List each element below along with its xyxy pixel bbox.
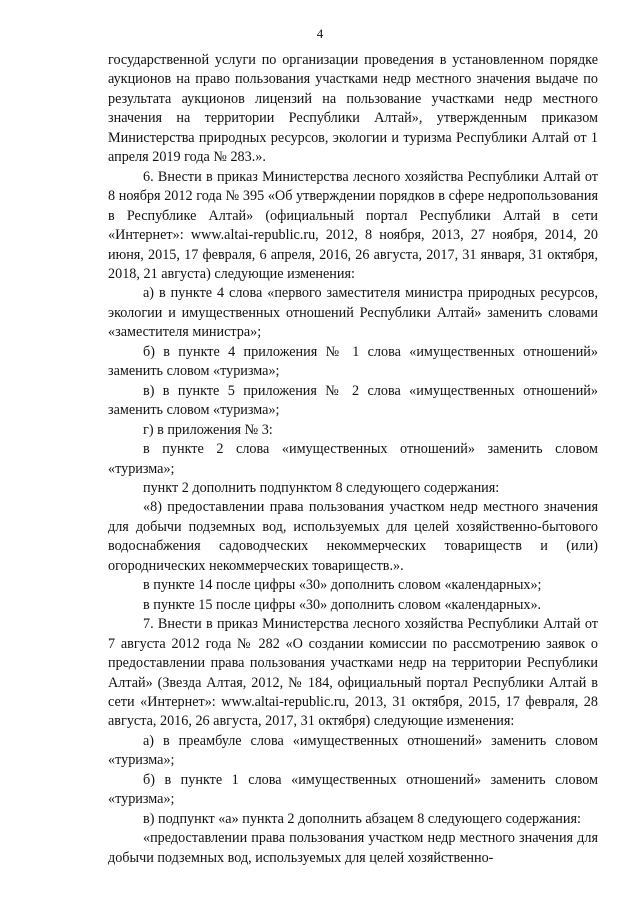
- paragraph-item-6g: г) в приложения № 3:: [143, 421, 273, 438]
- page-number: 4: [316, 26, 324, 41]
- paragraph-item-7a: а) в преамбуле слова «имущественных отношений» заменить словом «туризма»;: [108, 732, 598, 769]
- paragraph-item-7: 7. Внести в приказ Министерства лесного хозяйства Республики Алтай от 7 августа 2012 года № 282 «О создании комиссии по рассмотрению заявок о предоставлении права пользования участками недр на территории Республики Алтай» (Звезда Алтая, 2012, № 184, официальный портал Республики Алтай в сети «Интернет»: www.altai-republic.ru, 2013, 31 октября, 2015, 17 февраля, 28 августа, 2016, 26 августа, 2017, 31 октября) следующие изменения:: [108, 616, 598, 730]
- paragraph-item-6a: а) в пункте 4 слова «первого заместителя министра природных ресурсов, экологии и имущественных отношений Республики Алтай» заменить словами «заместителя министра»;: [108, 285, 598, 341]
- paragraph-continuation: государственной услуги по организации проведения в установленном порядке аукционов на право пользования участками недр местного значения выдаче по результата аукционов лицензий на пользование участками недр местного значения на территории Республики Алтай», утвержденным приказом Министерства природных ресурсов, экологии и туризма Республики Алтай от 1 апреля 2019 года № 283.».: [108, 52, 598, 166]
- paragraph-item-6g-subpoint8: «8) предоставлении права пользования участком недр местного значения для добычи подземных вод, используемых для целей хозяйственно-бытового водоснабжения садоводческих некоммерческих товариществ и (или) огороднических некоммерческих товариществ.».: [108, 499, 598, 574]
- paragraph-item-7v-quote: «предоставлении права пользования участком недр местного значения для добычи подземных вод, используемых для целей хозяйственно-: [108, 830, 598, 866]
- paragraph-item-7v: в) подпункт «а» пункта 2 дополнить абзацем 8 следующего содержания:: [143, 810, 581, 827]
- paragraph-item-6g-add: пункт 2 дополнить подпунктом 8 следующего содержания:: [143, 479, 500, 496]
- paragraph-item-6g-point2: в пункте 2 слова «имущественных отношений» заменить словом «туризма»;: [108, 441, 598, 477]
- paragraph-item-6v: в) в пункте 5 приложения № 2 слова «имущественных отношений» заменить словом «туризма»;: [108, 382, 598, 419]
- paragraph-item-6g-point15: в пункте 15 после цифры «30» дополнить словом «календарных».: [143, 596, 542, 613]
- paragraph-item-6b: б) в пункте 4 приложения № 1 слова «имущественных отношений» заменить словом «туризма»;: [108, 343, 598, 380]
- document-body: [108, 51, 598, 868]
- paragraph-item-6g-point14: в пункте 14 после цифры «30» дополнить словом «календарных»;: [143, 577, 542, 594]
- paragraph-item-6: 6. Внести в приказ Министерства лесного хозяйства Республики Алтай от 8 ноября 2012 года № 395 «Об утверждении порядков в сфере недропользования в Республике Алтай» (официальный портал Республики Алтай в сети «Интернет»: www.altai-republic.ru, 2012, 8 ноября, 2013, 27 ноября, 2014, 20 июня, 2015, 17 февраля, 6 апреля, 2016, 26 августа, 2017, 31 января, 31 октября, 2018, 21 августа) следующие изменения:: [108, 168, 598, 282]
- paragraph-item-7b: б) в пункте 1 слова «имущественных отношений» заменить словом «туризма»;: [108, 771, 598, 808]
